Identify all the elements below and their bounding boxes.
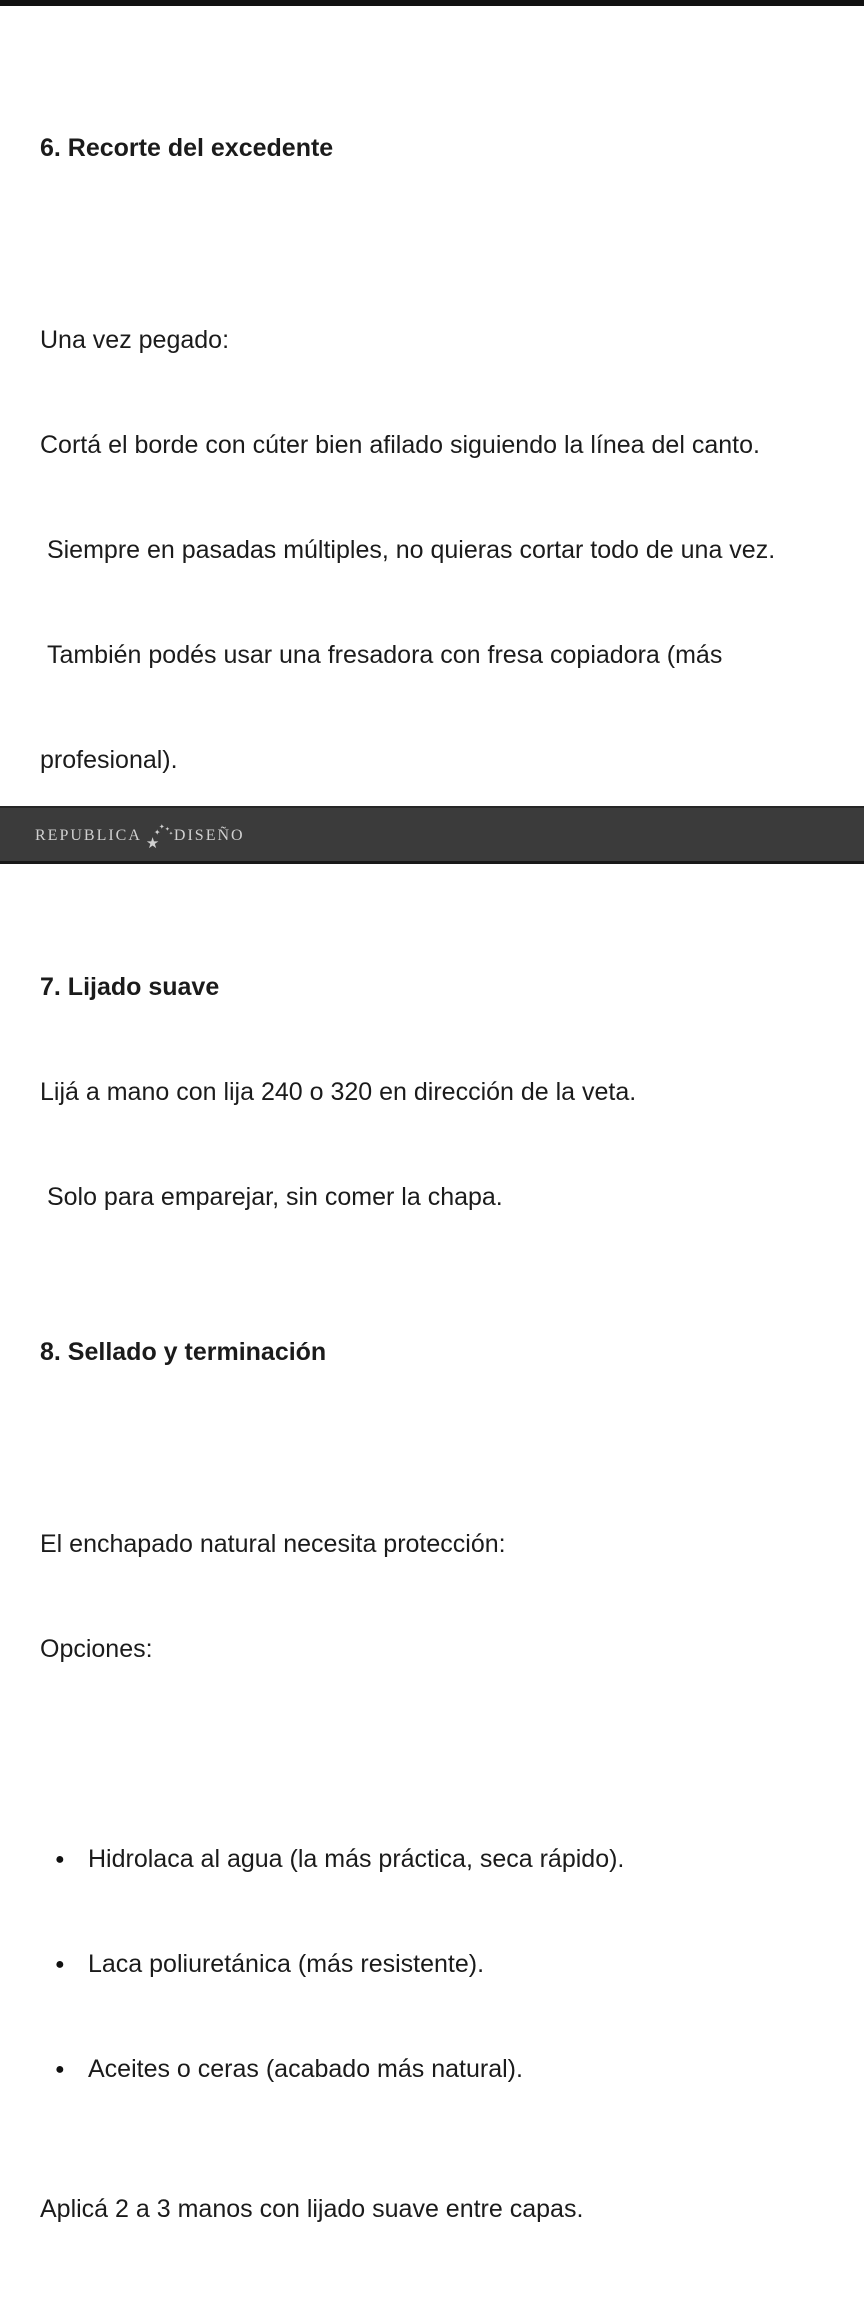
logo-sparkle-icon: ✦	[158, 823, 165, 831]
footer-bar	[0, 806, 864, 864]
section-8-closing-line: Aplicá 2 a 3 manos con lijado suave entre capas.	[40, 2195, 584, 2223]
section-6-heading: 6. Recorte del excedente	[40, 134, 334, 162]
section-6-line: Cortá el borde con cúter bien afilado siguiendo la línea del canto.	[40, 431, 760, 459]
logo-star-icon: ★	[145, 836, 160, 852]
logo-sparkle-icon: ✦	[168, 832, 174, 837]
brand-logo	[35, 820, 245, 852]
section-7-line: Lijá a mano con lija 240 o 320 en dirección de la veta.	[40, 1078, 637, 1106]
bullet-text: Aceites o ceras (acabado más natural).	[88, 2055, 523, 2083]
section-7-heading: 7. Lijado suave	[40, 973, 220, 1001]
top-border-bar	[0, 0, 864, 6]
section-8-heading: 8. Sellado y terminación	[40, 1338, 327, 1366]
bullet-icon: ●	[55, 1956, 65, 1973]
section-6-line: Una vez pegado:	[40, 326, 230, 354]
bullet-item	[40, 2052, 854, 2087]
brand-name-right: DISEÑO	[173, 827, 245, 844]
bullet-item	[40, 1947, 854, 1982]
section-7-line: Solo para emparejar, sin comer la chapa.	[40, 1183, 503, 1211]
bullet-text: Laca poliuretánica (más resistente).	[88, 1950, 485, 1978]
slide-body	[40, 26, 854, 2297]
section-6-line: También podés usar una fresadora con fresa copiadora (más	[40, 641, 723, 669]
section-8-line: El enchapado natural necesita protección:	[40, 1530, 506, 1558]
bullet-item	[40, 1842, 854, 1877]
logo-sparkle-icon: ✦	[164, 827, 170, 833]
brand-name-left: REPUBLICA	[35, 827, 142, 844]
section-8-line: Opciones:	[40, 1635, 153, 1663]
logo-sparkle-icon: ✦	[153, 828, 161, 837]
section-6-line: Siempre en pasadas múltiples, no quieras cortar todo de una vez.	[40, 536, 776, 564]
bullet-icon: ●	[55, 1851, 65, 1868]
logo-star-cluster-icon	[145, 820, 174, 852]
section-6-line: profesional).	[40, 746, 178, 774]
bullet-icon: ●	[55, 2061, 65, 2078]
bullet-text: Hidrolaca al agua (la más práctica, seca rápido).	[88, 1845, 625, 1873]
